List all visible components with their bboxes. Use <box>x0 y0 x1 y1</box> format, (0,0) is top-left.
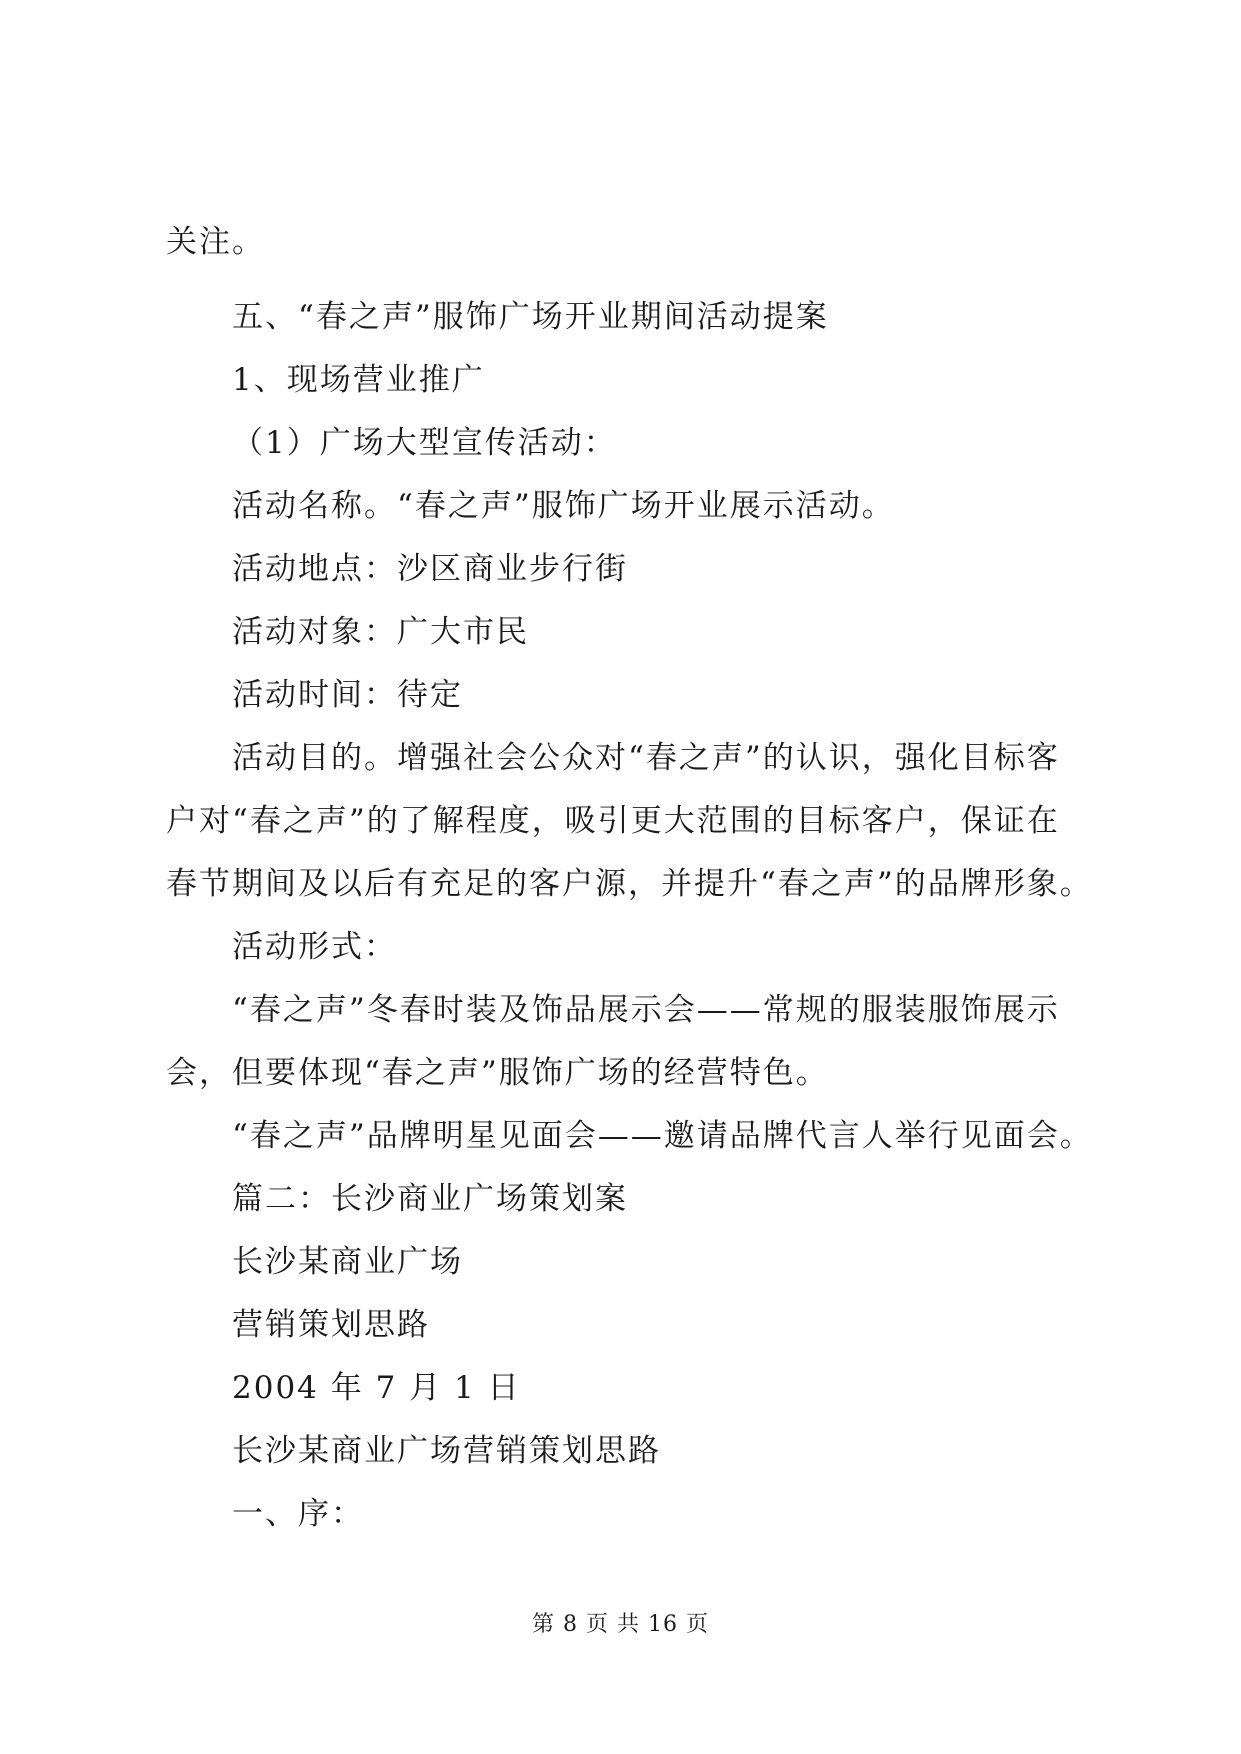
activity-name: 活动名称。“春之声”服饰广场开业展示活动。 <box>232 488 895 524</box>
subsection-heading-1: 1、现场营业推广 <box>232 362 485 398</box>
activity-purpose-line-1: 活动目的。增强社会公众对“春之声”的认识，强化目标客 <box>232 740 1060 776</box>
doc-title-line-1: 长沙某商业广场 <box>232 1244 463 1280</box>
text-line-1: 关注。 <box>166 224 265 260</box>
activity-form-item-1-line-2: 会，但要体现“春之声”服饰广场的经营特色。 <box>166 1055 829 1091</box>
section-heading-5: 五、“春之声”服饰广场开业期间活动提案 <box>232 299 829 335</box>
chapter-heading-2: 篇二：长沙商业广场策划案 <box>232 1181 628 1217</box>
section-heading-1: 一、序： <box>232 1496 364 1532</box>
activity-location: 活动地点：沙区商业步行街 <box>232 551 628 587</box>
page-footer: 第 8 页 共 16 页 <box>532 1612 709 1637</box>
activity-form-item-1-line-1: “春之声”冬春时装及饰品展示会——常规的服装服饰展示 <box>232 992 1060 1028</box>
activity-purpose-line-2: 户对“春之声”的了解程度，吸引更大范围的目标客户，保证在 <box>166 803 1060 839</box>
activity-purpose-line-3: 春节期间及以后有充足的客户源，并提升“春之声”的品牌形象。 <box>166 866 1093 902</box>
activity-audience: 活动对象：广大市民 <box>232 614 529 650</box>
item-heading-1: （1）广场大型宣传活动： <box>232 425 617 461</box>
doc-date: 2004 年 7 月 1 日 <box>232 1370 521 1406</box>
activity-time: 活动时间：待定 <box>232 677 463 713</box>
activity-form-label: 活动形式： <box>232 929 397 965</box>
doc-title-line-2: 营销策划思路 <box>232 1307 430 1343</box>
doc-full-title: 长沙某商业广场营销策划思路 <box>232 1433 661 1469</box>
activity-form-item-2: “春之声”品牌明星见面会——邀请品牌代言人举行见面会。 <box>232 1118 1093 1154</box>
